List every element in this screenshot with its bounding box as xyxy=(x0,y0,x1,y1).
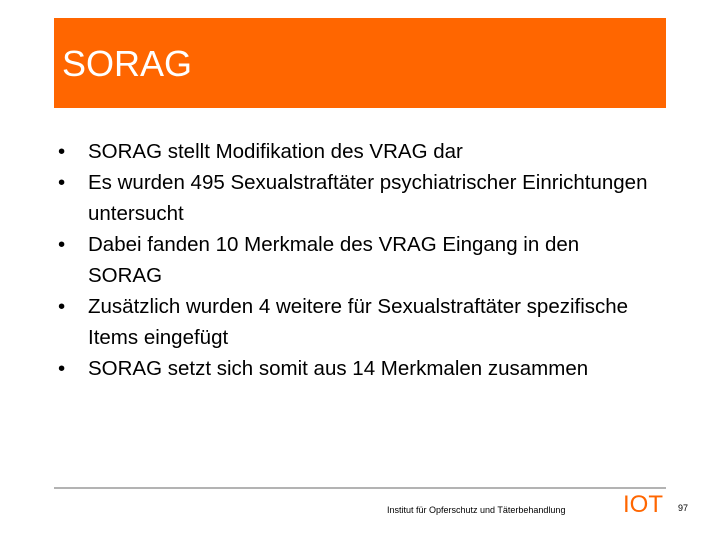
bullet-item xyxy=(58,353,658,384)
footer-institute: Institut für Opferschutz und Täterbehandlung xyxy=(387,505,566,515)
bullet-marker: • xyxy=(58,295,66,318)
footer-divider xyxy=(54,487,666,489)
bullet-item xyxy=(58,291,658,353)
bullet-marker: • xyxy=(58,357,66,380)
iot-logo: IOT xyxy=(623,491,663,518)
bullet-text: SORAG stellt Modifikation des VRAG dar xyxy=(88,140,463,163)
page-number: 97 xyxy=(678,503,689,513)
bullet-item xyxy=(58,229,658,291)
bullet-marker: • xyxy=(58,171,66,194)
bullet-list xyxy=(58,136,658,384)
slide-title: SORAG xyxy=(62,43,193,84)
bullet-marker: • xyxy=(58,233,66,256)
title-band xyxy=(54,18,666,108)
bullet-text: Es wurden 495 Sexualstraftäter psychiatrischer Einrichtungen untersucht xyxy=(88,171,648,225)
bullet-item xyxy=(58,167,658,229)
bullet-text: Dabei fanden 10 Merkmale des VRAG Eingang in den SORAG xyxy=(88,233,580,287)
bullet-text: SORAG setzt sich somit aus 14 Merkmalen zusammen xyxy=(88,357,589,380)
bullet-text: Zusätzlich wurden 4 weitere für Sexualstraftäter spezifische Items eingefügt xyxy=(88,295,629,349)
bullet-marker: • xyxy=(58,140,66,163)
bullet-item xyxy=(58,136,658,167)
